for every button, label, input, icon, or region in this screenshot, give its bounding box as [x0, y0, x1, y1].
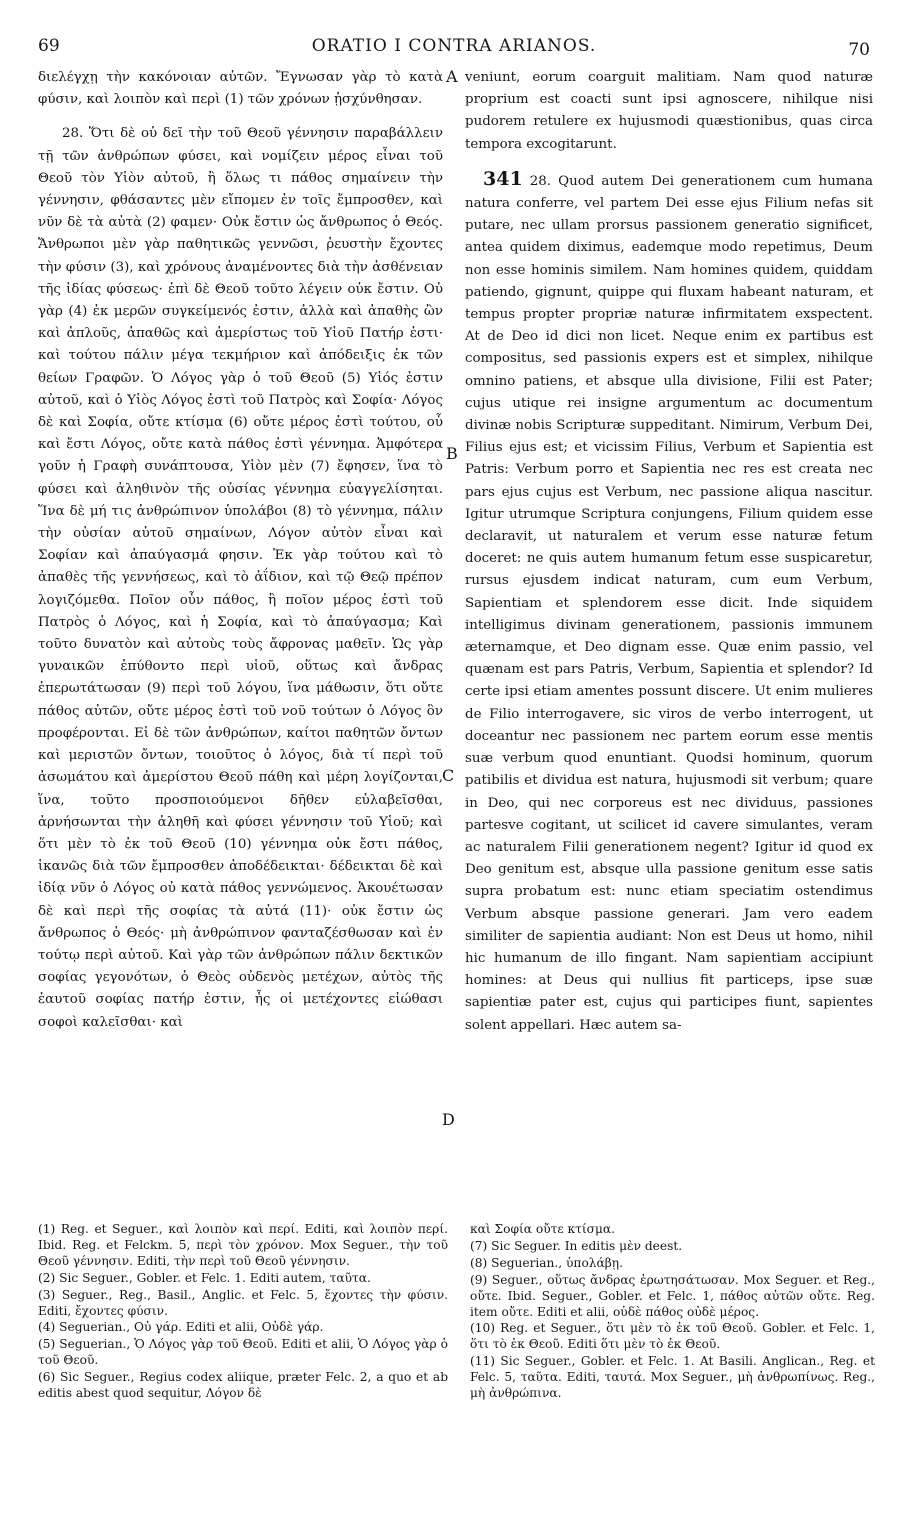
margin-letter-a: A: [446, 67, 458, 86]
greek-paragraph-28: 28. Ὅτι δὲ οὐ δεῖ τὴν τοῦ Θεοῦ γέννησιν παραβάλλειν τῇ τῶν ἀνθρώπων φύσει, καὶ νομίζειν μέρος εἶναι τοῦ Θεοῦ τὸν Υἱὸν αὐτοῦ, ἢ ὅλως τι πάθος σημαίνειν τὴν γέννησιν, φθάσαντες μὲν εἴπομεν ἐν τοῖς ἔμπροσθεν, καὶ νῦν δὲ τὰ αὐτὰ (2) φαμεν· Οὐκ ἔστιν ὡς ἄνθρωπος ὁ Θεός. Ἄνθρωποι μὲν γὰρ παθητικῶς γεννῶσι, ῥευστὴν ἔχοντες τὴν φύσιν (3), καὶ χρόνους ἀναμένοντες διὰ τὴν ἀσθένειαν τῆς ἰδίας φύσεως· ἐπὶ δὲ Θεοῦ τοῦτο λέγειν οὐκ ἔστιν. Οὐ γὰρ (4) ἐκ μερῶν συγκείμενός ἐστιν, ἀλλὰ καὶ ἀπαθὴς ὢν καὶ ἁπλοῦς, ἀπαθῶς καὶ ἀμερίστως τοῦ Υἱοῦ Πατήρ ἐστι· καὶ τούτου πάλιν μέγα τεκμήριον καὶ ἀπόδειξις ἐκ τῶν θείων Γραφῶν. Ὁ Λόγος γὰρ ὁ τοῦ Θεοῦ (5) Υἱός ἐστιν αὐτοῦ, καὶ ὁ Υἱὸς Λόγος ἐστὶ τοῦ Πατρὸς καὶ Σοφία· Λόγος δὲ καὶ Σοφία, οὔτε κτίσμα (6) οὔτε μέρος ἐστὶ τούτου, οὗ καὶ ἔστι Λόγος, οὔτε κατὰ πάθος ἐστὶ γέννημα. Ἀμφότερα γοῦν ἡ Γραφὴ συνάπτουσα, Υἱὸν μὲν (7) ἔφησεν, ἵνα τὸ φύσει καὶ ἀληθινὸν τῆς οὐσίας γέννημα εὐαγγελίσηται. Ἵνα δὲ μή τις ἀνθρώπινον ὑπολάβοι (8) τὸ γέννημα, πάλιν τὴν οὐσίαν αὐτοῦ σημαίνων, Λόγον αὐτὸν εἶναι καὶ Σοφίαν καὶ ἀπαύγασμά φησιν. Ἐκ γὰρ τούτου καὶ τὸ ἀπαθὲς τῆς γεννήσεως, καὶ τὸ ἀΐδιον, καὶ τῷ Θεῷ πρέπον λογιζόμεθα. Ποῖον οὖν πάθος, ἢ ποῖον μέρος ἐστὶ τοῦ Πατρὸς ὁ Λόγος, καὶ ἡ Σοφία, καὶ τὸ ἀπαύγασμα; Καὶ τοῦτο δυνατὸν καὶ αὐτοὺς τοὺς ἄφρονας μαθεῖν. Ὡς γὰρ γυναικῶν ἐπύθοντο περὶ υἱοῦ, οὕτως καὶ ἄνδρας ἐπερωτάτωσαν (9) περὶ τοῦ λόγου, ἵνα μάθωσιν, ὅτι οὔτε πάθος αὐτῶν, οὔτε μέρος ἐστὶ τοῦ νοῦ τούτων ὁ Λόγος ὃν προφέρονται. Εἰ δὲ τῶν ἀνθρώπων, καίτοι παθητῶν ὄντων καὶ μεριστῶν ὄντων, τοιοῦτος ὁ λόγος, διὰ τί περὶ τοῦ ἀσωμάτου καὶ ἀμερίστου Θεοῦ πάθη καὶ μέρη λογίζονται, ἵνα, τοῦτο προσποιούμενοι δῆθεν εὐλαβεῖσθαι, ἀρνήσωνται τὴν ἀληθῆ καὶ φύσει γέννησιν τοῦ Υἱοῦ; καὶ ὅτι μὲν τὸ ἐκ τοῦ Θεοῦ (10) γέννημα οὐκ ἔστι πάθος, ἱκανῶς διὰ τῶν ἔμπροσθεν ἀποδέδεικται· δέδεικται δὲ καὶ ἰδίᾳ νῦν ὁ Λόγος οὐ κατὰ πάθος γεννώμενος. Ἀκουέτωσαν δὲ καὶ περὶ τῆς σοφίας τὰ αὐτά (11)· οὐκ ἔστιν ὡς ἄνθρωπος ὁ Θεός· μὴ ἀνθρώπινον φανταζέσθωσαν καὶ ἐν τούτῳ περὶ αὐτοῦ. Καὶ γὰρ τῶν ἀνθρώπων πάλιν δεκτικῶν σοφίας γεγονότων, ὁ Θεὸς οὐδενὸς μετέχων, αὐτὸς τῆς ἑαυτοῦ σοφίας πατήρ ἐστιν, ἧς οἱ μετέχοντες εἰώθασι σοφοὶ καλεῖσθαι· καὶ: [38, 126, 443, 1030]
footnote: (10) Reg. et Seguer., ὅτι μὲν τὸ ἐκ τοῦ Θεοῦ. Gobler. et Felc. 1, ὅτι τὸ ἐκ Θεοῦ. Editi ὅτι μὲν τὸ ἐκ Θεοῦ.: [470, 1321, 875, 1352]
footnote: (5) Seguerian., Ὁ Λόγος γὰρ τοῦ Θεοῦ. Editi et alii, Ὁ Λόγος γὰρ ὁ τοῦ Θεοῦ.: [38, 1337, 448, 1368]
margin-letter-c: C: [442, 766, 455, 785]
margin-letter-d: D: [442, 1110, 455, 1129]
footnote: (2) Sic Seguer., Gobler. et Felc. 1. Editi autem, ταῦτα.: [38, 1270, 371, 1285]
footnote: (11) Sic Seguer., Gobler. et Felc. 1. At Basili. Anglican., Reg. et Felc. 5, ταῦτα. Editi, ταυτά. Mox Seguer., μὴ ἀνθρωπίνως. Reg., μὴ ἀνθρώπινα.: [470, 1354, 875, 1401]
footnote: καὶ Σοφία οὔτε κτίσμα.: [470, 1222, 616, 1236]
latin-paragraph-1: veniunt, eorum coarguit malitiam. Nam quod naturæ proprium est coacti sunt ipsi agnoscere, nihilque nisi pudorem retulere ex hujusmodi quæstionibus, quas circa tempora excogitarunt.: [465, 70, 873, 152]
footnote: (1) Reg. et Seguer., καὶ λοιπὸν καὶ περί. Editi, καὶ λοιπὸν περί. Ibid. Reg. et Felckm. 5, περὶ τὸν χρόνον. Mox Seguer., τὴν τοῦ Θεοῦ γέννησιν. Editi, τὴν περὶ τοῦ Θεοῦ γέννησιν.: [38, 1222, 448, 1268]
footnote: (3) Seguer., Reg., Basil., Anglic. et Felc. 5, ἔχοντες τὴν φύσιν. Editi, ἔχοντες φύσιν.: [38, 1287, 448, 1318]
latin-paragraph-28: [465, 168, 873, 1037]
footnote: (8) Seguerian., ὑπολάβῃ.: [470, 1255, 623, 1270]
margin-letter-b: B: [446, 444, 458, 463]
footnote: (9) Seguer., οὕτως ἄνδρας ἐρωτησάτωσαν. Mox Seguer. et Reg., οὔτε. Ibid. Seguer., Gobler. et Felc. 1, πάθος αὐτῶν οὔτε. Reg. item οὔτε. Editi et alii, οὐδὲ πάθος οὐδὲ μέρος.: [470, 1272, 875, 1319]
footnote: (7) Sic Seguer. In editis μὲν deest.: [470, 1238, 683, 1253]
footnotes-right: [470, 1222, 875, 1403]
greek-column: [38, 67, 443, 1034]
greek-paragraph-1: διελέγχῃ τὴν κακόνοιαν αὐτῶν. Ἔγνωσαν γὰρ τὸ κατὰ φύσιν, καὶ λοιπὸν καὶ περὶ (1) τῶν χρόνων ᾐσχύνθησαν.: [38, 70, 443, 108]
footnotes-left: [38, 1222, 448, 1403]
latin-column: [465, 67, 873, 1037]
latin-paragraph-28-text: 28. Quod autem Dei generationem cum humana natura conferre, vel partem Dei esse ejus Filium nefas sit putare, nec ullam prorsus passionem generatio significet, antea quidem diximus, eademque modo repetimus, Deum non esse hominis similem. Nam homines quidem, quiddam patiendo, gignunt, quippe qui fluxam habeant naturam, et tempus propter propriæ naturæ infirmitatem exspectent. At de Deo id dici non licet. Neque enim ex partibus est compositus, sed passionis expers est et simplex, nihilque omnino patiens, et absque ulla divisione, Filii est Pater; cujus utique rei insigne argumentum ac documentum divinæ nobis Scripturæ suppeditant. Nimirum, Verbum Dei, Filius ejus est; et vicissim Filius, Verbum et Sapientia est Patris: Verbum porro et Sapientia nec res est creata nec pars ejus cujus est Verbum, nec passione aliqua nascitur. Igitur utrumque Scriptura conjungens, Filium quidem esse declaravit, ut naturalem et verum esse naturæ fetum doceret: ne quis autem humanum fetum esse suspicaretur, rursus ejusdem indicat naturam, cum eum Verbum, Sapientiam et splendorem esse dicit. Inde siquidem intelligimus divinam generationem, passionis immunem æternamque, et Deo dignam esse. Quæ enim passio, vel quænam est pars Patris, Verbum, Sapientia et splendor? Id certe ipsi etiam amentes possunt discere. Ut enim mulieres de Filio interrogavere, sic viros de verbo interrogent, ut doceantur nec passionem nec partem eorum esse mentis suæ verbum quod enuntiant. Quodsi hominum, quorum patibilis et dividua est natura, hujusmodi sit verbum; quare in Deo, qui nec corporeus est nec dividuus, passiones partesve cogitant, ut scilicet id cavere simulantes, veram ac naturalem Filii generationem negent? Igitur id quod ex Deo genitum est, absque ulla passione genitum esse satis supra probatum est: nunc etiam speciatim ostendimus Verbum absque passione generari. Jam vero eadem similiter de sapientia audiant: Non est Deus ut homo, nihil hic humanum de illo fingant. Nam sapientiam accipiunt homines: at Deus qui nullius fit particeps, ipse suæ sapientiæ pater est, cujus qui participes fiunt, sapientes solent appellari. Hæc autem sa-: [465, 173, 873, 1033]
running-header: [38, 36, 870, 60]
footnote: (6) Sic Seguer., Regius codex aliique, præter Felc. 2, a quo et ab editis abest quod sequitur, Λόγον δὲ: [38, 1370, 448, 1401]
running-title: ORATIO I CONTRA ARIANOS.: [311, 36, 597, 56]
page-number-right: 70: [848, 40, 870, 60]
footnote: (4) Seguerian., Οὐ γάρ. Editi et alii, Οὐδὲ γάρ.: [38, 1320, 324, 1335]
page-number-left: 69: [38, 36, 60, 56]
column-number: 341: [483, 167, 523, 190]
